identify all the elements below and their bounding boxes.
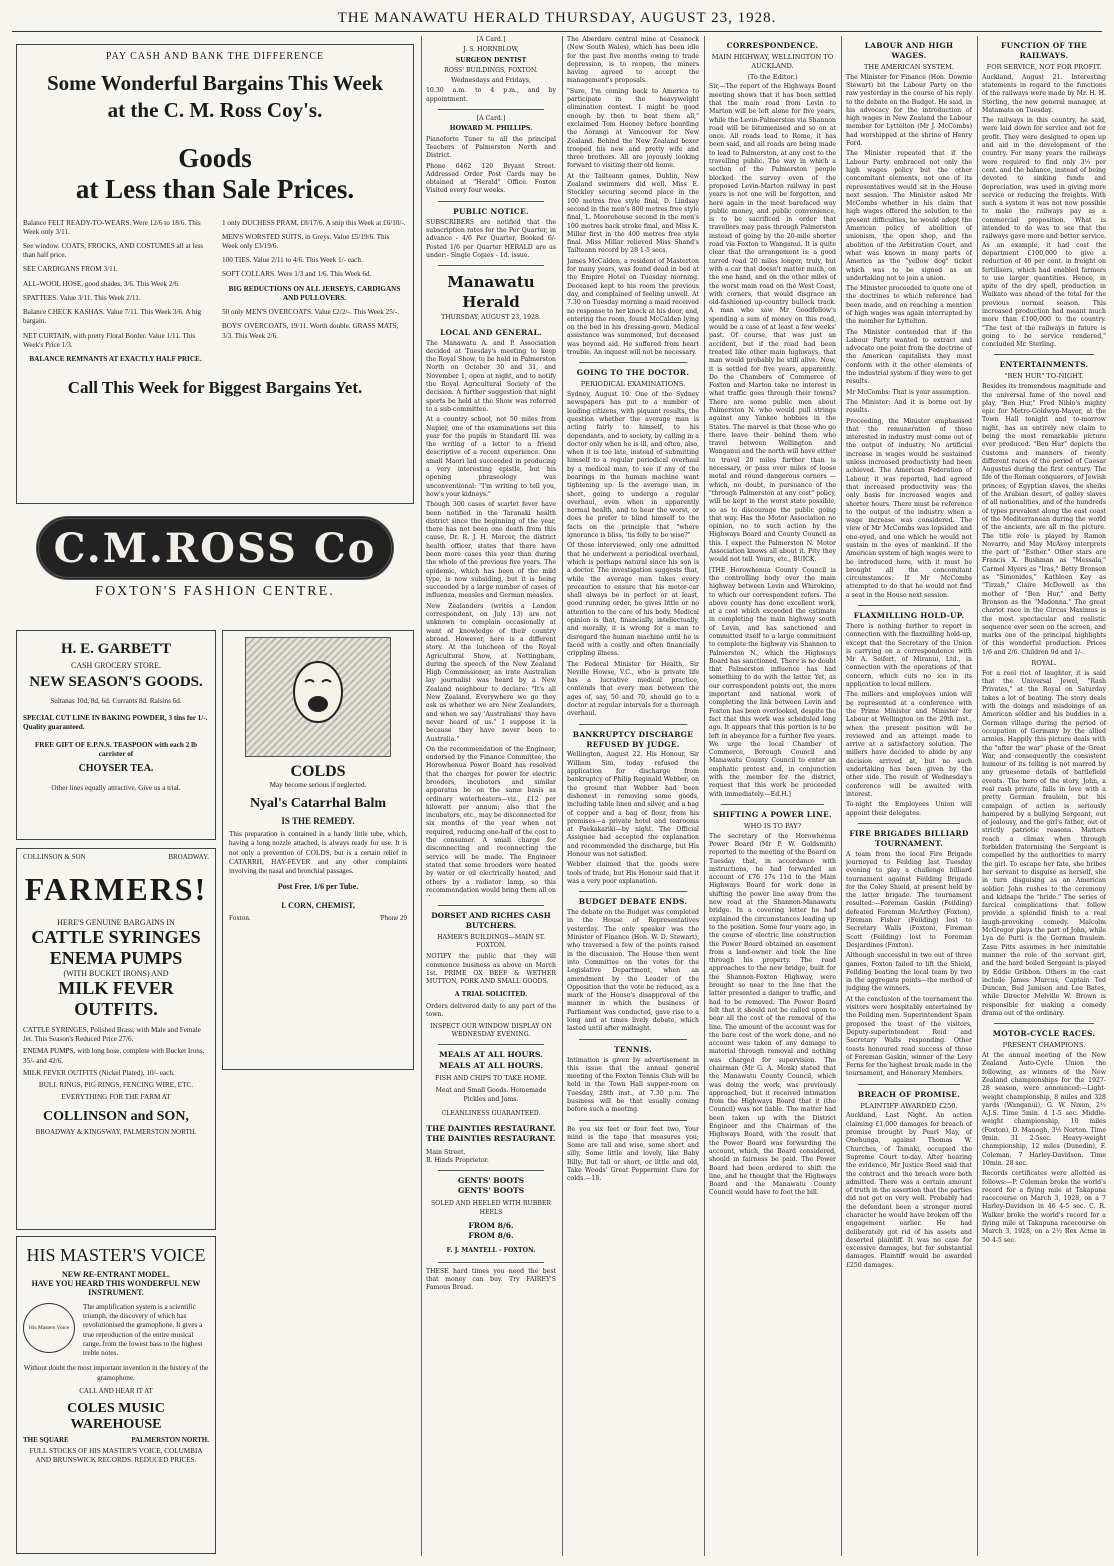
masthead: THE MANAWATU HERALD THURSDAY, AUGUST 23, 1928.: [337, 10, 777, 26]
article-paragraph: Proceeding, the Minister emphasised that the remuneration of those interested in industry must come out of the output of industry. No artificial increase in wages would be sustained unless increased productivity had been achieved. The American Federation of Labour, it was reported, had agreed that increased productivity was the only basis for increased wages and shorter hours. There must be reference to the output of the industry when a wage increase was considered. The view of Mr McCombs was lopsided and one-eyed, and one which he would not sustain in the eyes of mankind. If the American system of high wages were to be introduced here, with it must be brought all the concomitant circumstances. If Mr McCombs attempted to do that he would not find a seat in the House next session.: [846, 417, 972, 599]
article-paragraph: [THE Horowhenua County Council is the controlling body over the main highway between Levin and Whirokino, to which our correspondent refers. The above county has done excellent work, at a cost which exceeded the estimate in completing the main highway south of Levin, and has sanctioned and committed itself to a large commitment to complete the highway via Shannon to Palmerston N., which the Highways Board has sanctioned. There is no doubt that Palmerston influence has had something to do with the latter. Yet, as our correspondent points out, the more important and national work of completing the link between Levin and Foxton has been overlooked, despite the fact that this work was scheduled long ago. It appears that this portion is to be left in abeyance for a further five years. We urge the local Chamber of Commerce, Borough Council and Manawatu County Council to enter an emphatic protest and, in conjunction with the member for the district, request that this work be proceeded with immediately.—Ed.H.]: [709, 566, 836, 798]
article-headline: BREACH OF PROMISE.: [857, 1089, 961, 1099]
nyal-ad: [222, 630, 414, 1070]
article-paragraph: James McCalden, a resident of Masterton for many years, was found dead in bed at the Empire Hotel on Tuesday morning. Deceased kept to his room the previous day, and complained of feeling unwell. At 7.30 on Tuesday morning a maid received no response to her knock at his door, and, entering the room, found McCalden lying on the bed in his dressing-gown. Medical assistance was summoned, but deceased was beyond aid. He suffered from heart trouble. An inquest will not be necessary.: [567, 257, 699, 356]
ross-left-items: [23, 219, 208, 365]
mantell-name: F. J. MANTELL - FOXTON.: [446, 1247, 536, 1255]
face-icon: [283, 652, 353, 742]
article-headline: MOTOR-CYCLE RACES.: [992, 1029, 1096, 1039]
article-paragraph: The railways in this country, he said, were laid down for service and not for profit. They were designed to open up and aid in the development of the country. For many years the railways were required to find only 3½ per cent. and the balance, instead of being devoted to sinking funds and depreciation, was used in giving more service or reducing the freights. With such a system it was not now possible to make the railways pay as a commercial proposition. What is intended to do was to see that the railways gave more and better service. As an example, it had cost the department £100,000 to give a reduction of 40 per cent. in freight on fertilisers, which had enabled farmers to use larger quantities. Hence, in spite of the dry spell, production in Waikato was ahead of the total for the previous normal season. This increased production had meant much more than £100,000 to the country. "The test of the railways in future is going to be service rendered," concluded Mr. Sterling.: [982, 117, 1106, 349]
coles-square: THE SQUARE: [23, 1435, 69, 1444]
article-headline: GOING TO THE DOCTOR.: [576, 368, 690, 378]
article-headline: CORRESPONDENCE.: [726, 41, 819, 50]
article-headline: SHIFTING A POWER LINE.: [713, 809, 832, 819]
divider: [579, 362, 687, 363]
ross-item: 100 TIES. Value 2/11 to 4/6. This Week 1/- each.: [222, 256, 363, 265]
article-paragraph: Sir,—The report of the Highways Board meeting shows that it has been settled that the main road from Levin to Marton will be left alone for five years, while the Levin-Palmerston via Shannon road will be bitumenised and so on at once. All roads lead to Rome, it has been said, and all roads are being made to lead to Palmerston, at any cost to the travelling public. The way in which a section of the Palmerston people blocked the survey even of the proposed Levin-Marton railway in past years is not one will be forgotten, and here again in the most barefaced way public money, and public convenience, is to be sacrificed in order that travellers may pass through Palmerston instead of going by the 20-mile shorter road via Foxton to Wanganui. It is quite clear that the arrangement is: a good tarred road 20 miles longer, truly, but with a car that doesn't matter much, on the one hand, and on the other miles of the worst main road on the West Coast, with corners, that would disgrace an old-fashioned up-country bullock track. A man who saw Mr Goodfellow's spending a sum of money on this road, would be a case of at least a few weeks' past. Of course, that was just an accident, but if the road had been treated like other main highways, that man would probably be still alive. Now, it is settled for five years, apparently. Do the Chambers of Commerce of Foxton and Marton take no interest in what traffic goes through their towns? There are some public men about Palmerston N. who would pull strings against any Yankee hobbies in the States. The marvel is that those who go there leave their behind them who travel between Wellington and Wanganui and the north will have either to travel 20 miles further than is necessary, or pass over miles of loose metal and round dangerous corners —which, no doubt, in pursuance of the "through Palmerston at any cost" policy, will be kept in the worst state possible, so as to discourage the public going that way. Has the Motor Association no opinion, no to such action by the Highways Board and County Council as this. I expect the Palmerston N. Motor Association knows all about it. Pity they would not tell. Yours, etc., BUICK.: [709, 83, 836, 564]
gents-boots-repeat: GENTS' BOOTS: [457, 1186, 525, 1196]
sneezing-man-illustration: [245, 637, 391, 757]
column-1-ads: [426, 900, 556, 1556]
article-headline: ENTERTAINMENTS.: [999, 360, 1089, 370]
meals-heading-repeat: MEALS AT ALL HOURS.: [439, 1060, 543, 1070]
article-paragraph: At the annual meeting of the New Zealand Auto-Cycle Union the following, as winners of the New Zealand championships for the 1927-28 season, were announced:—Light-weight championship, 8 miles and 328 yards (Wanganui), G. W. Nixon, 2½ A.J.S. Time 5min. 4 1-5 sec. Middle-weight championship, 10 miles (Foxton), D. Manogh, 3½ Norton. Time 9min. 31 2-5sec. Heavy-weight championship, 12 miles (Dunedin), F. Coleman, 7 Harley-Davidson. Time 10min. 28 sec.: [982, 1052, 1106, 1167]
dainties-main: Main Street.: [426, 1148, 466, 1156]
article-paragraph: The Aberdare central mine at Cessnock (New South Wales), which has been idle for the past five months owing to trade depression, is to reopen, the miners having agreed to accept the management's proposals.: [567, 36, 699, 85]
article-paragraph: SURGEON DENTIST: [455, 56, 527, 64]
hmv-have: HAVE YOU HEARD THIS WONDERFUL NEW INSTRUMENT.: [31, 1279, 201, 1297]
article-paragraph: Though 300 cases of scarlet fever have been notified in the Taranaki health district since the beginning of the year, there has not been one death from this cause, Dr. R. J. H. Mercer, the district health officer, states that there have been more cases this year than during the whole of the previous five years. The epidemic, which has been of the mild type, is now subsiding, but it is being succeeded by a large number of cases of influenza, measles and German measles.: [426, 501, 556, 600]
nyal-colds: COLDS: [290, 763, 346, 780]
article-paragraph: At a country school, not 50 miles from Napier, one of the examinations set this year for the pupils in Standard III. was the writing of a letter to a friend descriptive of a recent experience. One small Maori lad succeeded in producing a very interesting epistle, but his opening phraseology was unconventional: "I'm writing to tell you, how's your kidneys.": [426, 416, 556, 498]
article-paragraph: The Federal Minister for Health, Sir Neville Howse, V.C., who is private life has a lucrative medical practice, contends that every man between the ages of, say, 50 and 70, should go to a doctor at regular intervals for a thorough overhaul.: [567, 660, 699, 718]
garbett-store: CASH GROCERY STORE.: [70, 661, 162, 670]
ross-logo-banner: [16, 512, 414, 606]
coles-palmerston: PALMERSTON NORTH.: [131, 1435, 209, 1444]
article-paragraph: ROSS' BUILDINGS, FOXTON.: [444, 66, 538, 74]
article-paragraph: Of those interviewed, only one admitted that he underwent a periodical overhaul, which is perhaps natural since his son is a doctor. The investigation suggests that, while the average man takes every precaution to ensure that his motor-car shall always be in perfect or at least, good running order, he gives little or no attention to the care of his body. Medical opinion is that, financially, intellectually, and morally, it is wrong for a man to disregard the human machine until he is faced with a costly and often financially crippling illness.: [567, 542, 699, 658]
article-headline: FIRE BRIGADES BILLIARD TOURNAMENT.: [849, 828, 969, 848]
hmv-new: NEW RE-ENTRANT MODEL.: [62, 1270, 170, 1279]
ross-goods: Goods: [178, 142, 252, 173]
collinson-top-left: COLLINSON & SON: [23, 853, 86, 861]
nyal-may: May become serious if neglected.: [269, 781, 367, 789]
collinson-line: CATTLE SYRINGES, Polished Brass, with Male and Female Jet. This Season's Reduced Price 27/6.: [23, 1026, 201, 1044]
article-subhead: PERIODICAL EXAMINATIONS.: [580, 380, 686, 389]
article-paragraph: [A Card.]: [476, 36, 506, 43]
column-rule: [704, 36, 705, 1556]
column-rule: [562, 36, 563, 1556]
dorset-address: HAMER'S BUILDINGS—MAIN ST. FOXTON.: [437, 933, 545, 950]
article-paragraph: The Minister repeated that if the Labour Party embraced not only the high wages policy but the other concomitant elements, not one of its representatives would sit in the House next session. The Minister asked Mr McCombs whether in his claim that high wages offered the solution to the present difficulties, he would adopt the American policy of abolition of unionism, the open shop, and the abolition of the Arbitration Court, and what was known in many parts of America as the "yellow dog" ticket which was to be signed as an undertaking not to join a union.: [846, 150, 972, 282]
ross-header: PAY CASH AND BANK THE DIFFERENCE: [105, 51, 325, 62]
article-paragraph: Auckland, Last Night. An action claiming £1,000 damages for breach of promise brought by Pearl May, of Onehunga, against Thomas W. Churches, of Tamaki, occupied the Supreme Court to-day. After hearing the evidence, Mr Justice Reed said that the contract and the breach were both admitted. There was a certain amount of truth in the assertion that the parties did not get on very well. Probably had the defendant been a stronger moral character he would have broken off the engagement earlier. He had deliberately got rid of his assets and deserted plaintiff. It was no case for excessive damages, but for substantial damages. Plaintiff would be awarded £250 damages.: [846, 1112, 972, 1269]
divider: [579, 1120, 687, 1121]
garbett-ad: [16, 630, 216, 840]
article-subhead: PRESENT CHAMPIONS.: [1002, 1041, 1086, 1050]
article-paragraph: Although successful in two out of three games, Foxton failed to lift the Shield, Feilding beating the local team by two in the aggregate points—the method of judging the winners.: [846, 952, 972, 993]
article-subhead: "BEN HUR" TO-NIGHT.: [1004, 372, 1084, 381]
ross-logo: [36, 516, 394, 580]
hmv-logo-text: His Masters Voice: [28, 1325, 70, 1331]
ross-item: SEE CARDIGANS FROM 3/11.: [23, 265, 118, 274]
article-paragraph: Records certificates were allotted as follows:—P. Coleman broke the world's record for a flying mile at Takapuna racecourse on March 3, 1928, on a 7 Harley-Davidson in 46 4-5 sec. C. R. Walker broke the world's record for a flying mile at Takapuna racecourse on March 3, 1928, on a 2½ Rex Acme in 50 4-5 sec.: [982, 1170, 1106, 1244]
column-rule: [977, 36, 978, 1556]
ross-headline: Some Wonderful Bargains This Week at the C. M. Ross Coy's.: [46, 71, 384, 123]
article-paragraph: At the Tailteann games, Dublin, New Zealand swimmers did well. Miss E. Stockley securing second place in the 100 metres free style final, D. Lindsay second in the men's 800 metres free style final, L. Moorehouse second in the men's 100 metres back stroke final, and Miss K. Millar first in the 400 metres free style final. Miss Millar relieved Miss Shand's Tailteann record by 28 1-5 secs.: [567, 172, 699, 255]
divider: [438, 1262, 544, 1263]
garbett-tea: CHOYSER TEA.: [78, 763, 154, 775]
article-paragraph: The Minister contended that if the Labour Party wanted to extract and advocate one point from the doctrine of the American capitalists they must conform with it the other elements of the industrial system if they were to get results.: [846, 328, 972, 386]
ross-less-than: at Less than Sale Prices.: [75, 173, 355, 204]
gents-boots: GENTS' BOOTS: [457, 1176, 525, 1186]
column-3: [709, 36, 836, 1556]
collinson-syringes: CATTLE SYRINGES: [31, 927, 201, 947]
ross-item: SOFT COLLARS. Were 1/3 and 1/6. This Week 6d.: [222, 270, 372, 279]
dainties-proprietor: B. Hinds Proprietor.: [426, 1156, 489, 1164]
collinson-genuine: HERE'S GENUINE BARGAINS IN: [57, 918, 175, 927]
garbett-season: NEW SEASON'S GOODS.: [29, 674, 203, 690]
article-paragraph: The Minister proceeded to quote one of the doctrines to which reference had been made, and on reaching a mention of high wages was again interrupted by the member for Lyttelton.: [846, 285, 972, 326]
hmv-body: The amplification system is a scientific triumph, the discovery of which has revolutionised the gramophone. It gives a true reproduction of the entire musical range, from the lowest bass to the highest treble notes.: [83, 1303, 203, 1358]
nyal-contact: [229, 914, 407, 922]
article-paragraph: The Minister for Finance (Hon. Downie Stewart) bit the Labour Party on the raw yesterday in the course of his reply to the debate on the Budget. He said, in his advocacy for the introduction of high wages in New Zealand the Labour member for Lyttelton (Mr J. McCombs) had worshipped at the shrine of Henry Ford.: [846, 73, 972, 148]
collinson-line: MILK FEVER OUTFITS (Nickel Plated), 10/- each.: [23, 1068, 175, 1077]
dorset-orders: Orders delivered daily to any part of the town.: [426, 1002, 556, 1019]
collinson-line: ENEMA PUMPS, with long hose, complete with Bucket Irons, 35/- and 42/6.: [23, 1047, 205, 1065]
divider: [858, 605, 960, 606]
article-subhead: PLAINTIFF AWARDED £250.: [860, 1101, 958, 1110]
article-paragraph: The millers and employees union will be represented at a conference with the Prime Minister and Minister for Labour at Wellington on the 29th inst., when the present position will be reviewed and an attempt made to arrive at a satisfactory solution. The millers have decided to abide by any decision arrived at, but no such undertaking has been given by the other side. The result of Wednesday's conference will be awaited with interest.: [846, 691, 972, 798]
ross-items: [23, 219, 407, 365]
ross-item: 50 only MEN'S OVERCOATS. Value £2/2/-. This Week 25/-.: [222, 308, 400, 317]
meat-goods: Meat and Small Goods. Homemade Pickles and Jams.: [435, 1087, 547, 1103]
divider: [579, 1039, 687, 1040]
article-paragraph: On the recommendation of the Engineer, endorsed by the Finance Committee, the Horowhenua Power Board has resolved that the charges for power for electric brooders, incubators and similar apparatus be on the same basis as ordinary waterheaters—viz., £12 per kilowatt per annum; also that the incubators, etc., may be disconnected for six months of the year when not required, reducing one-half of the cost to the consumer. A small charge for disconnecting and reconnecting the service will be made. The Engineer stated that some brooders were heated by water or oil electrically heated, and others by a radiator lamp, so this recommendation would bring them all on: [426, 745, 556, 894]
article-headline: LOCAL AND GENERAL.: [440, 327, 542, 337]
divider: [438, 1044, 544, 1045]
ross-centre: FOXTON'S FASHION CENTRE.: [95, 584, 335, 599]
nyal-town: Foxton.: [229, 914, 251, 923]
ross-item: Balance CHECK KASHAS. Value 7/11. This Week 3/6. A big bargain.: [23, 308, 202, 326]
column-1: [426, 36, 556, 896]
article-paragraph: THURSDAY, AUGUST 23, 1928.: [441, 314, 541, 322]
article-paragraph: The secretary of the Horowhenua Power Board (Mr P. W. Goldsmith) reported to the meeting of the Board on Tuesday that, in accordance with instructions, he had forwarded an account of £76 17s 11d to the Main Highways Board for work done in shifting the power line away from the new road at the Shannon-Manawatu bridge. In a covering letter he had explained the circumstances leading up to the position. Some four years ago, in the course of electric line construction the Power Board obtained an easement from a land-owner and took the line through his property. The road approaches to the new bridge, built for the Shannon-Foxton Highway, were brought so near to the line that the latter presented a danger to traffic, and had to be removed. The Power Board felt that it should not be called upon to bear all the cost of the removal of the line. The amount of the account was for the bare cost of the work done, and no account was taken of any damage to material through removal and nothing was charged for supervision. The chairman (Mr G. A. Monk) stated that the Manawatu County Council, which was doing the work, was previously approached, but it received intimation from the Highways Board that it (the Council) was not liable. The matter had been taken up with the District Engineer and the Chairman of the Highways Board, with the result that the Power Board was forwarding the account, which, the Board considered, should in fairness be paid. The Power Board had been ordered to shift the line, and he thought that the Highways Board and the Manawatu County Council would have to foot the bill.: [709, 832, 836, 1197]
article-paragraph: Intimation is given by advertisement in this issue that the annual general meeting of the Foxton Tennis Club will be held in the Town Hall supper-room on Tuesday, 28th inst., at 7.30 p.m. The business will be that usually coming before such a meeting.: [567, 1056, 699, 1114]
collinson-ad: [16, 848, 216, 1230]
article-subhead: (To the Editor.): [747, 72, 798, 81]
article-paragraph: [A Card.]: [476, 115, 506, 123]
article-paragraph: To-night the Employees Union will appoint their delegates.: [846, 801, 972, 817]
collinson-address: BROADWAY & KINGSWAY, PALMERSTON NORTH.: [35, 1127, 197, 1136]
article-paragraph: "Sure, I'm coming back to America to participate in the heavyweight elimination contest. I might be good enough by then to beat them all," exclaimed Tom Heeney before boarding the Aorangi at Vancouver for New Zealand. Behind the New Zealand boxer trooped his new and pretty wife and three brothers. All are joyously looking forward to visiting their old home.: [567, 87, 699, 170]
ross-item: 1 only DUCHESS PRAM, £8/17/6. A snip this Week at £6/10/-.: [222, 218, 406, 227]
column-rule: [421, 36, 422, 1556]
article-paragraph: J. S. HORNBLOW,: [463, 46, 519, 54]
hmv-stocks: FULL STOCKS OF HIS MASTER'S VOICE, COLUMBIA AND BRUNSWICK RECORDS. REDUCED PRICES.: [29, 1446, 203, 1464]
article-paragraph: 10.30 a.m. to 4 p.m., and by appointment.: [426, 87, 556, 103]
article-headline: LABOUR AND HIGH WAGES.: [864, 41, 954, 60]
nyal-price: Post Free. 1/6 per Tube.: [277, 882, 359, 892]
article-paragraph: Wellington, August 22. His Honour, Sir William Sim, today refused the application for discharge from bankruptcy of Philip Reginald Webber, on the ground that Webber had been dishonest in removing some goods, including table linen and silver, and a bag of copper and a bag of flour, from his premises—a private hotel and tearooms at Paekakariki—by night. The Official Assignee had accepted the explanation and recommended the discharge, but His Honour was not satisfied.: [567, 751, 699, 859]
coles-address: [23, 1436, 209, 1444]
article-headline: FLAXMILLING HOLD-UP.: [853, 611, 965, 621]
nyal-phone: 'Phone 29: [379, 914, 407, 923]
article-paragraph: Mr McCombs: That is your assumption.: [846, 388, 971, 396]
dainties-name-repeat: THE DAINTIES RESTAURANT.: [426, 1134, 556, 1144]
dorset-inspect: INSPECT OUR WINDOW DISPLAY ON WEDNESDAY EVENING.: [430, 1022, 552, 1038]
column-4: [846, 36, 972, 1556]
nyal-brand: Nyal's Catarrhal Balm: [249, 796, 387, 812]
article-headline: FUNCTION OF THE RAILWAYS.: [1001, 41, 1087, 60]
hmv-without: Without doubt the most important invention in the history of the gramophone.: [23, 1364, 209, 1382]
article-paragraph: At the conclusion of the tournament the visitors were hospitably entertained by the Feilding men. Superintendent Spain proposed the toast of the visitors, Deputy-superintendent Reid and Secretary Walls responding. Other toasts honoured read success of those of Foreman Gaskin, winner of the Levy Ferns for the highest break made in the tournament, and Honorary Members.: [846, 995, 972, 1078]
article-headline: BANKRUPTCY DISCHARGE REFUSED BY JUDGE.: [572, 729, 694, 749]
article-paragraph: Phone 6462 120 Bryant Street. Addressed Order Post Cards may be obtained at "Herald" Office. Foxton Visited every four weeks.: [426, 162, 556, 195]
fairey-bread: THESE hard times you need the best that money can buy. Try FAIREY'S Famous Bread.: [426, 1267, 556, 1292]
article-paragraph: SUBSCRIBERS are notified that the subscription rates for the Per Quarter, in advance - 4/6 Per Quarter, Booked 6/- Posted 1/6 per Quarter HERALD are as under:- Single Copies - 1d. issue.: [426, 218, 556, 259]
ross-item: NET CURTAIN, with pretty Floral Border. Value 1/11. This Week's Price 1/3.: [23, 331, 196, 349]
article-subhead: THE AMERICAN SYSTEM.: [863, 62, 955, 71]
collinson-line: BULL RINGS, PIG RINGS, FENCING WIRE, ETC.: [38, 1081, 194, 1090]
article-subhead: FOR SERVICE, NOT FOR PROFIT.: [986, 62, 1102, 71]
article-headline: BUDGET DEBATE ENDS.: [578, 897, 688, 907]
article-paragraph: The Manawatu A. and P. Association decided at Tuesday's meeting to keep the Royal Show, to be held in Palmerston North on October 30 and 31, and November 1, open at night, and to notify the Royal Agricultural Society of the decision. A further suggestion that night sports be held at the Show was referred to a sub-committee.: [426, 339, 556, 413]
divider: [994, 1023, 1094, 1024]
soled-heeled: SOLED AND HEELED WITH RUBBER HEELS: [430, 1200, 552, 1216]
dorset-notice: NOTIFY the public that they will commence business as above on March 1st. PRIME OX BEEF & WETHER MUTTON, PORK AND SMALL GOODS.: [426, 953, 556, 986]
divider: [994, 354, 1094, 355]
divider: [721, 804, 824, 805]
hmv-logo: [23, 1303, 75, 1353]
divider: [438, 265, 544, 266]
dainties-name: THE DAINTIES RESTAURANT.: [426, 1124, 556, 1134]
article-paragraph: Be you six feet or four feet two, Your mind is the tape that measures you; Some are tall and wise, some short and silly, Some little and lovely, like Baby Billy; But tall or short, or little and old, Take Woods' Great Peppermint Cure for colds.—18.: [567, 1125, 699, 1183]
ross-item: BALANCE REMNANTS AT EXACTLY HALF PRICE.: [29, 355, 202, 363]
ross-item: BIG REDUCTIONS ON ALL JERSEYS, CARDIGANS AND PULLOVERS.: [228, 284, 401, 302]
article-paragraph: The debate on the Budget was completed in the House of Representatives yesterday. The only speaker was the Minister of Finance (Hon. W. D. Stewart), who traversed a few of the points raised in the discussion. The House then went into Committee on the votes for the Legislative Department, when an amendment by the Leader of the Opposition that the vote be reduced, as a mark of the House's disapproval of the manner in which the business of Parliament was conducted, gave rise to a long and at times lively debate, which lasted until after midnight.: [567, 909, 699, 1033]
ross-item: MEN'S WORSTED SUITS, in Greys. Value £5/19/6. This Week only £3/19/6.: [222, 232, 390, 251]
article-paragraph: New Zealanders (writes a London correspondent, on July 13) are not unknown to complain occasionally at want of knowledge of their country abroad. However, here is a different story. At the luncheon of the Royal Agricultural Show, at Nottingham, during the speech of the New Zealand High Commissioner, an irate Australian lay journalist was heard by a New Zealand neighbour to declare: "It's all New Zealand. Everywhere we go they ask us whether we are New Zealanders, and when we say 'Australians' they have never heard of us." I suppose it is because they have never been to Australia.": [426, 602, 556, 743]
article-paragraph: Wednesdays and Fridays,: [451, 77, 531, 85]
newspaper-nameplate: Manawatu Herald: [447, 273, 535, 312]
nyal-body: This preparation is contained in a handy little tube, which, having a long nozzle attached, is always ready for use. It is not only a prevention of COLDS, but is a certain relief in CATARRH, HAY-FEVER and any other complaints involving the nasal and bronchial passages.: [229, 830, 407, 876]
collinson-top-right: BROADWAY.: [168, 853, 209, 861]
divider: [858, 1084, 960, 1085]
divider: [579, 724, 687, 725]
ross-item: SPATTEES. Value 3/11. This Week 2/11.: [23, 293, 141, 302]
cleanliness: CLEANLINESS GUARANTEED.: [441, 1109, 541, 1117]
garbett-name: H. E. GARBETT: [60, 641, 172, 657]
divider: [438, 201, 544, 202]
garbett-gift: FREE GIFT OF E.P.N.S. TEASPOON with each 2 lb carrister of: [34, 740, 198, 758]
hmv-body-row: [23, 1303, 209, 1358]
divider: [438, 1170, 544, 1171]
nyal-chemist: I. CORN, CHEMIST,: [281, 901, 355, 911]
garbett-other: Other lines equally attractive. Give us a trial.: [51, 784, 181, 793]
ross-item: Balance FELT READY-TO-WEARS. Were 12/6 to 18/6. This Week only 3/11.: [23, 218, 201, 236]
ross-item: See window. COATS, FROCKS, AND COSTUMES all at less than half price.: [23, 242, 204, 260]
ross-item: BOYS' OVERCOATS, 19/11. Worth double. GRASS MATS, 3/3. This Week 2/6.: [222, 322, 399, 340]
collinson-with: (WITH BUCKET IRONS) AND: [63, 969, 169, 978]
ross-logo-text: C.M.ROSS Co: [53, 524, 377, 572]
article-paragraph: HOWARD M. PHILLIPS.: [449, 125, 533, 133]
article-subhead: WHO IS TO PAY?: [743, 821, 802, 830]
dorset-trial: A TRIAL SOLICITED.: [454, 990, 528, 998]
nyal-remedy: IS THE REMEDY.: [281, 816, 355, 827]
divider: [579, 891, 687, 892]
collinson-top: [23, 853, 209, 861]
column-2: [567, 36, 699, 1556]
masthead-rule: [12, 31, 1102, 32]
garbett-cutline: SPECIAL CUT LINE IN BAKING POWDER, 3 tins for 1/-. Quality guaranteed.: [23, 714, 208, 732]
collinson-farmers: FARMERS!: [24, 871, 208, 907]
collinson-line: EVERYTHING FOR THE FARM AT: [61, 1093, 171, 1102]
boots-price: FROM 8/6.: [468, 1221, 514, 1231]
ross-right-items: [222, 219, 407, 365]
article-paragraph: A team from the local Fire Brigade journeyed to Feilding last Tuesday evening to play a challenge billiard tournament against Feilding Brigade for the Coley Shield, at present held by the latter brigade. The tournament resulted:—Foreman Gaskin (Feilding) defeated Foreman McArthey (Foxton), Fireman Fisher (Feilding) lost to Secretary Walls (Foxton), Fireman Scott (Feilding) lost to Foreman Desjardines (Foxton).: [846, 850, 972, 949]
article-paragraph: For a reel riot of laughter, it is said that the Universal Jewel, "Rash Privates," at the Royal on Saturday takes a lot of beating. The story deals with the doings and misdoings of an American soldier and his buddies in a German village during the period of occupation of Germany by the allied armies. Happily this picture deals with the "after the war" phase of the Great War, and consequently the consistent humour of its telling is not marred by any gruesome details of battlefield events. The hero of the story, John, a real rash private, falls in love with a pretty German fraulein, but his campaign of action is seriously hampered by a bullying Sergeant, out of jealousy, and the girl's father, out of strictly patriotic reasons. Matters reach a climax when through forbidden fraternising the Sergeant is compelled by the authorities to marry the girl. To escape her fate, she bribes her servant to disguise as herself, she in turn disguising as an American soldier. John rushes to the ceremony and kidnaps the "bride." The series of farcical complications that follow provide a splendid finish to a real laugh-provoking comedy. Malcolm McGregor plays the part of John, while Lya de Putti is the German fraulein. Zasu Pitts assumes in her inimitable manner the role of the servant girl, and the hard boiled Sergeant is played by Eddie Gribbon. Others in the cast include James Marcus, Captain Ted Duncan, Bud Jamison and Lee Bates, while Director Melville W. Brown is responsible for making a comedy drama out of the ordinary.: [982, 669, 1106, 1018]
article-paragraph: Pianoforte Tuner to all the principal Teachers of Palmerston North and District.: [426, 135, 556, 160]
ross-call: Call This Week for Biggest Bargains Yet.: [67, 378, 363, 398]
collinson-enema: ENEMA PUMPS: [49, 948, 183, 968]
column-5: [982, 36, 1106, 1556]
divider: [858, 823, 960, 824]
hmv-ad: [16, 1236, 216, 1554]
article-paragraph: There is nothing further to report in connection with the flaxmilling hold-up, except that the Secretary of the Union is carrying on a correspondence with Mr A. Seifert, of Miranui, Ltd., in connection with the operations of that concern, which cuts no ice in its application to local millers.: [846, 623, 972, 689]
article-paragraph: Sydney, August 10. One of the Sydney newspapers has put to a number of leading citizens, with piquant results, the question whether the average man is acting fairly to himself, to his dependants, and to society, by calling in a doctor only when he is ill, and often, also, when it is too late, instead of submitting himself to a regular periodical overhaul by a medical man, to see if any of the bearings in the human machine want tightening up. Is the average man, in short, going to undergo a regular overhaul, even when in apparently normal health, and to hear the worst, or does he prefer to blind himself to the facts on the principle that "where ignorance is bliss, 'tis folly to be wise?": [567, 391, 699, 540]
article-paragraph: Auckland, August 21. Interesting statements in regard to the functions of the railways were made by Mr. H. H. Sterling, the new general manager, at Matamata on Tuesday.: [982, 73, 1106, 114]
article-subhead: ROYAL.: [1031, 659, 1057, 668]
ross-ad: [16, 44, 414, 504]
article-paragraph: Besides its tremendous magnitude and the universal fame of the novel and play, "Ben Hur," Fred Niblo's mighty epic for Metro-Goldwyn-Mayer, at the Town Hall tonight and to-morrow night, has an entirely new claim to being the most remarkable picture ever produced. "Ben Hur" depicts the customs and manners of twenty different races of the period of Caesar Augustus during the first century. The life of the Roman conquerors, of Jewish princes, of Egyptian slaves, the sheiks of the Arabian desert, of galley slaves of all nationalities, and of the hundreds of types prevalent along the east coast of the Mediterranean during the world of the ancients, are all in the picture. The title role is played by Ramon Novarro, and May McAvoy interprets the part of "Esther." Other stars are Francis X. Bushman as "Messala," Carmel Myers as "Iras," Betty Bronson as "Simonides," Kathleen Key as "Tirzah," Claire McDowell as the mother of "Ben Hur," and Betty Bronson as the "Madonna." The great chariot race in the Circus Maximus is the most spectacular and realistic sequence ever seen on the screen, and marks one of the principal highlights of this wonderful production. Prices 1/6 and 2/6. Children 9d and 1/-.: [982, 383, 1106, 656]
divider: [438, 905, 544, 906]
hmv-title: HIS MASTER'S VOICE: [26, 1245, 206, 1265]
article-headline: PUBLIC NOTICE.: [453, 206, 529, 216]
garbett-prices: Sultanas 10d, 8d, 6d. Currants 8d. Raisins 6d.: [50, 697, 182, 705]
article-subhead: MAIN HIGHWAY, WELLINGTON TO AUCKLAND.: [711, 52, 834, 70]
article-headline: TENNIS.: [614, 1044, 652, 1054]
article-paragraph: The Minister: And it is borne out by results.: [846, 398, 972, 415]
coles-name: COLES MUSIC WAREHOUSE: [67, 1400, 165, 1432]
collinson-name: COLLINSON and SON,: [43, 1108, 189, 1124]
meals-heading: MEALS AT ALL HOURS.: [439, 1050, 543, 1060]
boots-price-repeat: FROM 8/6.: [468, 1231, 514, 1241]
fish-chips: FISH AND CHIPS TO TAKE HOME.: [435, 1074, 547, 1082]
ross-item: ALL-WOOL HOSE, good shades, 3/6. This Week 2/6.: [23, 279, 180, 288]
divider: [438, 109, 544, 110]
dorset-name: DORSET AND RICHES CASH BUTCHERS.: [431, 911, 551, 930]
collinson-milk: MILK FEVER OUTFITS.: [58, 978, 174, 1019]
column-rule: [841, 36, 842, 1556]
hmv-call: CALL AND HEAR IT AT: [79, 1386, 153, 1395]
article-paragraph: Webber claimed that the goods were tools of trade, but His Honour said that it was a very poor explanation.: [567, 861, 699, 885]
